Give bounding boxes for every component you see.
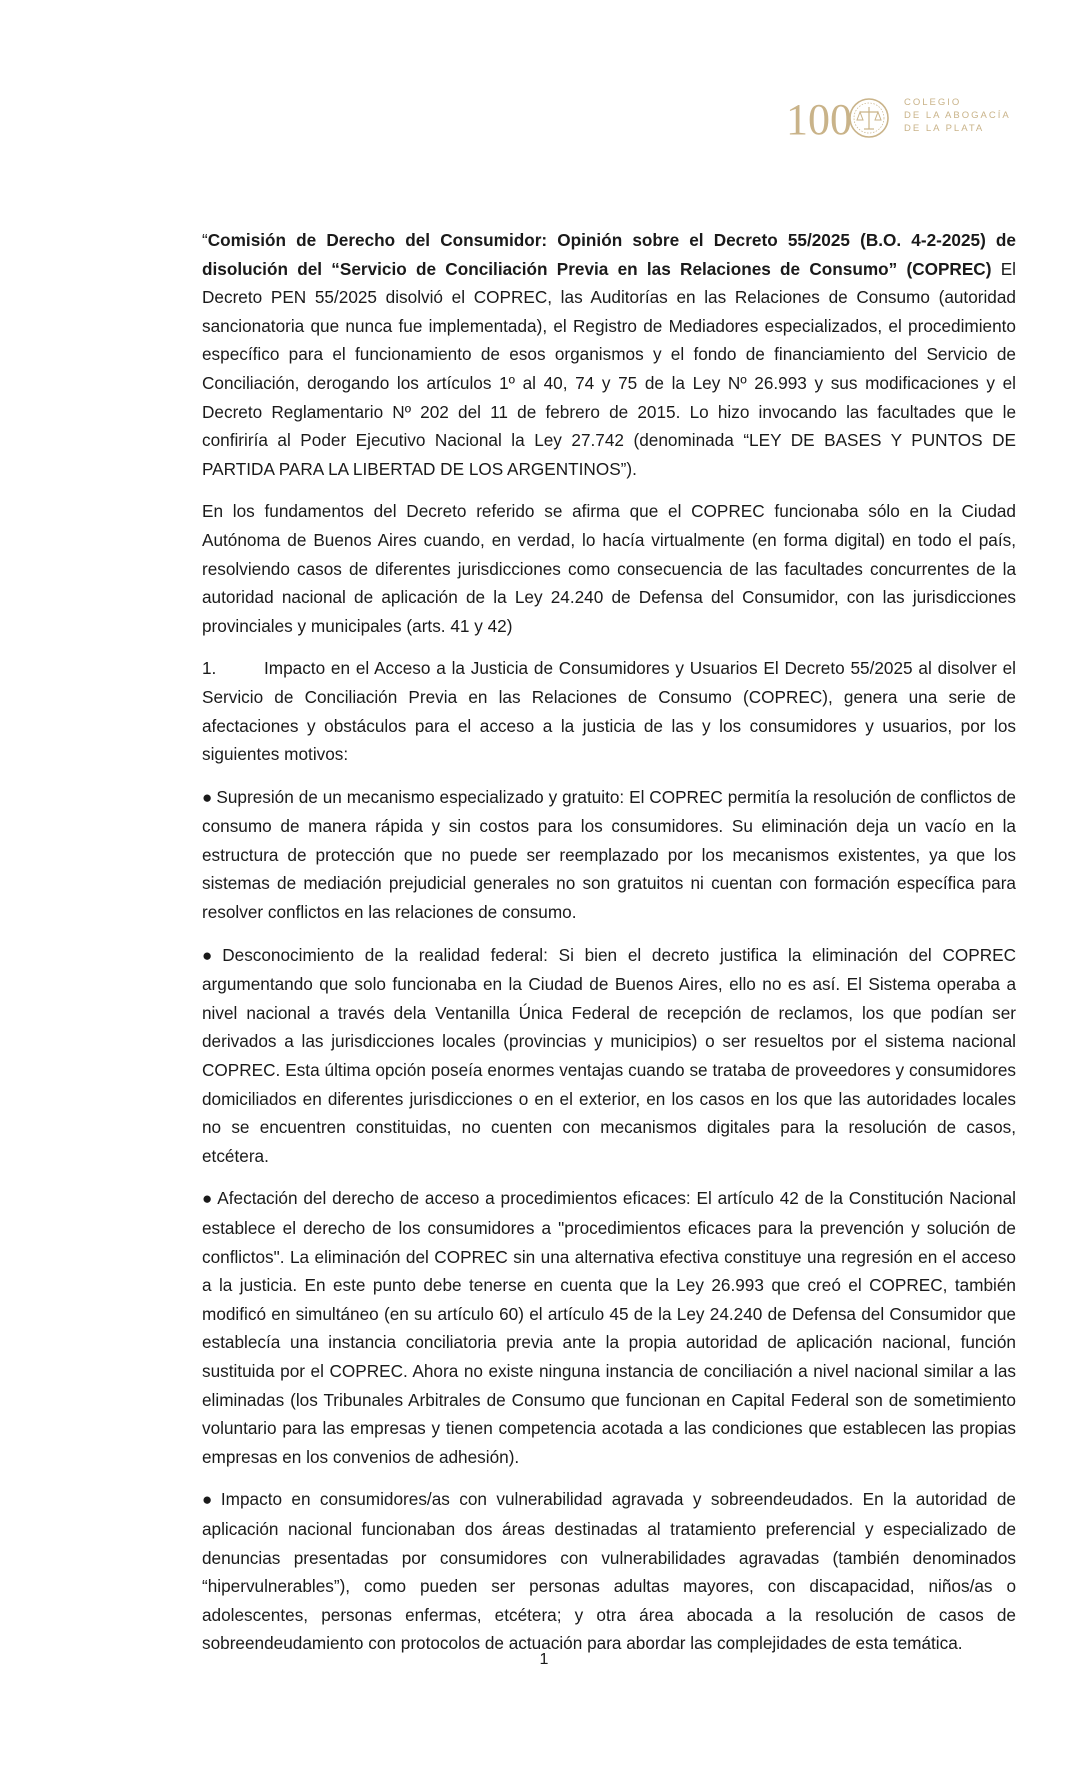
bullet-text: Impacto en consumidores/as con vulnerabilidad agravada y sobreendeudados. En la autoridad de aplicación nacional funcionaban dos áreas destinadas al tratamiento preferencial y especializado de denuncias presentadas por consumidores con vulnerabilidades agravadas (también denominados “hipervulnerables”), como pueden ser personas adultas mayores, con discapacidad, niños/as o adolescentes, personas enfermas, etcétera; y otra área abocada a la resolución de casos de sobreendeudamiento con protocolos de actuación para abordar las complejidades de esta temática. [202, 1489, 1016, 1654]
bullet-text: Afectación del derecho de acceso a procedimientos eficaces: El artículo 42 de la Constitución Nacional establece el derecho de los consumidores a "procedimientos eficaces para la prevención y solución de conflictos". La eliminación del COPREC sin una alternativa efectiva constituye una regresión en el acceso a la justicia. En este punto debe tenerse en cuenta que la Ley 26.993 que creó el COPREC, también modificó en simultáneo (en su artículo 60) el artículo 45 de la Ley 24.240 de Defensa del Consumidor que establecía una instancia conciliatoria previa ante la propia autoridad de aplicación nacional, función sustituida por el COPREC. Ahora no existe ninguna instancia de conciliación a nivel nacional similar a las eliminadas (los Tribunales Arbitrales de Consumo que funcionan en Capital Federal son de sometimiento voluntario para las empresas y tienen competencia acotada a las condiciones que establecen las propias empresas en los convenios de adhesión). [202, 1188, 1016, 1467]
bullet-item [202, 783, 1016, 927]
bullet-item [202, 1184, 1016, 1471]
intro-paragraph [202, 226, 1016, 483]
page-number: 1 [539, 1651, 549, 1668]
bullet-icon: ● [202, 787, 213, 807]
intro-text: El Decreto PEN 55/2025 disolvió el COPREC, las Auditorías en las Relaciones de Consumo (autoridad sancionatoria que nunca fue implementada), el Registro de Mediadores especializados, el procedimiento específico para el funcionamiento de esos organismos y el fondo de financiamiento del Servicio de Conciliación, derogando los artículos 1º al 40, 74 y 75 de la Ley Nº 26.993 y sus modificaciones y el Decreto Reglamentario Nº 202 del 11 de febrero de 2015. Lo hizo invocando las facultades que le confiriría al Poder Ejecutivo Nacional la Ley 27.742 (denominada “LEY DE BASES Y PUNTOS DE PARTIDA PARA LA LIBERTAD DE LOS ARGENTINOS”). [202, 258, 1016, 479]
bullet-icon: ● [202, 1490, 217, 1510]
fundamentos-paragraph: En los fundamentos del Decreto referido se afirma que el COPREC funcionaba sólo en la Ciudad Autónoma de Buenos Aires cuando, en verdad, lo hacía virtualmente (en forma digital) en todo el país, resolviendo casos de diferentes jurisdicciones como consecuencia de las facultades concurrentes de la autoridad nacional de aplicación de la Ley 24.240 de Defensa del Consumidor, con las jurisdicciones provinciales y municipales (arts. 41 y 42) [202, 501, 1016, 636]
logo-line-3: DE LA PLATA [904, 123, 985, 134]
document-title: Comisión de Derecho del Consumidor: Opinión sobre el Decreto 55/2025 (B.O. 4-2-2025) de disolución del “Servicio de Conciliación Previa en las Relaciones de Consumo” (COPREC) [202, 230, 1016, 279]
section-number: 1. [202, 658, 217, 679]
bullet-text: Desconocimiento de la realidad federal: Si bien el decreto justifica la eliminación del COPREC argumentando que solo funcionaba en la Ciudad de Buenos Aires, ello no es así. El Sistema operaba a nivel nacional a través dela Ventanilla Única Federal de recepción de reclamos, los que podían ser derivados a las jurisdicciones locales (provincias y municipios) o ser resueltos por el sistema nacional COPREC. Esta última opción poseía enormes ventajas cuando se trataba de proveedores y consumidores domiciliados en diferentes jurisdicciones o en el exterior, en los casos en los que las autoridades locales no se encuentren constituidas, no cuenten con mecanismos digitales para la resolución de casos, etcétera. [202, 944, 1016, 1166]
document-body [202, 226, 1016, 1672]
logo-number: 100 [786, 95, 852, 144]
colegio-logo [786, 90, 1011, 146]
bullet-item [202, 1485, 1016, 1658]
bullet-text: Supresión de un mecanismo especializado y gratuito: El COPREC permitía la resolución de conflictos de consumo de manera rápida y sin costos para los consumidores. Su eliminación deja un vacío en la estructura de protección que no puede ser reemplazado por los mecanismos existentes, ya que los sistemas de mediación prejudicial generales no son gratuitos ni cuentan con formación específica para resolver conflictos en las relaciones de consumo. [202, 786, 1016, 923]
bullet-item [202, 941, 1016, 1171]
logo-line-2: DE LA ABOGACÍA [904, 110, 1011, 121]
bullet-icon: ● [202, 945, 219, 965]
section-1-paragraph [202, 654, 1016, 768]
open-quote: “ [202, 230, 208, 250]
centenary-seal-icon [786, 90, 898, 146]
logo-line-1: COLEGIO [904, 97, 962, 108]
logo-wordmark [904, 96, 1011, 135]
section-1-text: Impacto en el Acceso a la Justicia de Consumidores y Usuarios El Decreto 55/2025 al disolver el Servicio de Conciliación Previa en las Relaciones de Consumo (COPREC), genera una serie de afectaciones y obstáculos para el acceso a la justicia de las y los consumidores y usuarios, por los siguientes motivos: [202, 658, 1016, 765]
bullet-icon: ● [202, 1189, 214, 1209]
